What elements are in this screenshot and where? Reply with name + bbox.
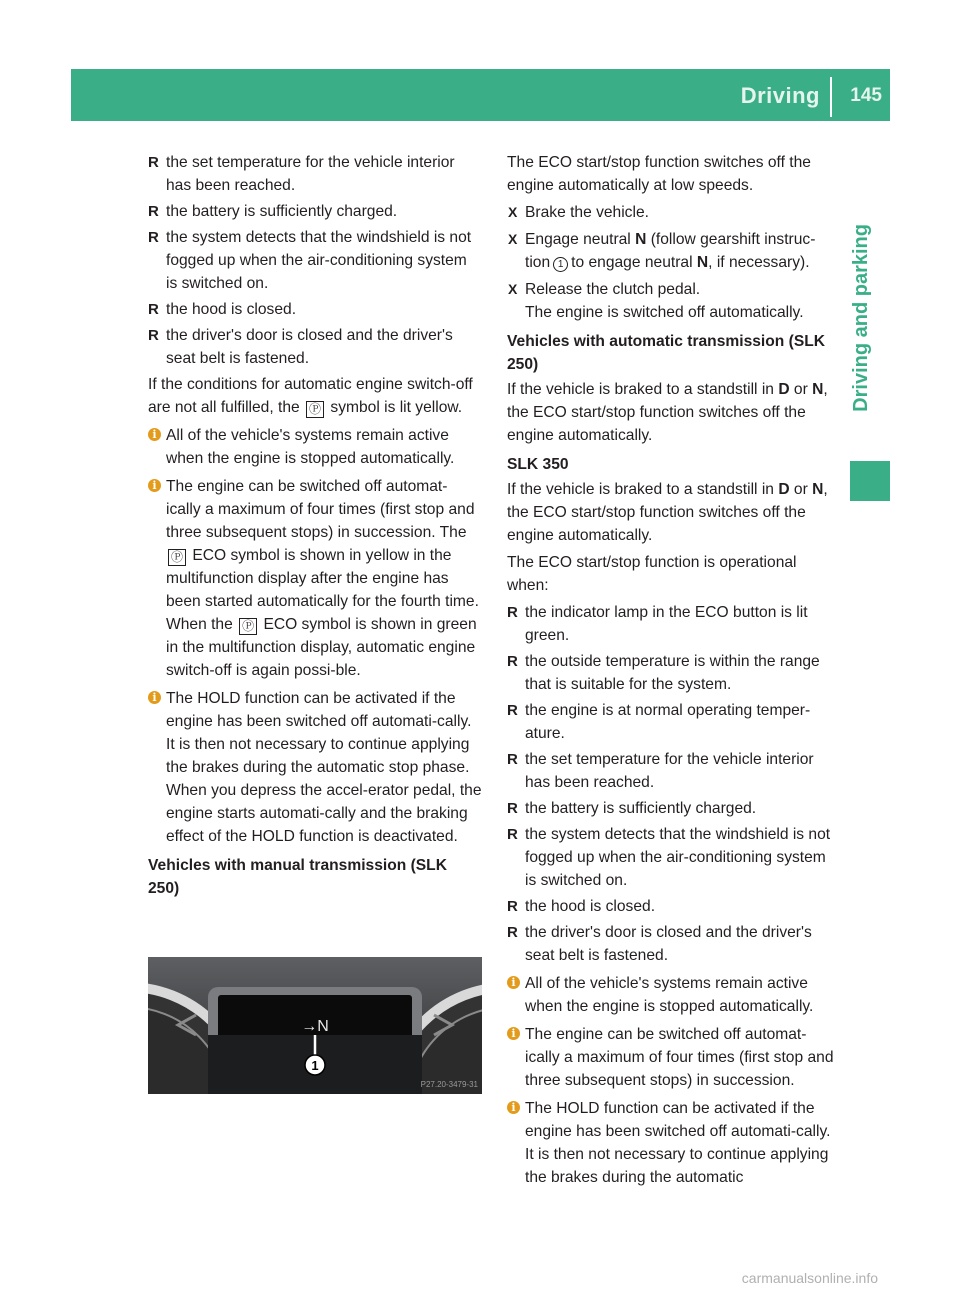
callout-number: 1 [311,1058,319,1073]
page-number: 145 [850,85,882,106]
bullet-icon: R [507,826,518,843]
list-item: R the driver's door is closed and the driver's seat belt is fastened. [148,324,482,370]
bullet-icon: R [507,702,518,719]
chapter-tab-marker [850,461,890,501]
eco-symbol-icon: Ⓟ [168,549,186,566]
bullet-icon: R [148,229,159,246]
automatic-paragraph: If the vehicle is braked to a standstill in D or N, the ECO start/stop function switches off the engine automatically. [507,381,828,444]
conditions-paragraph: If the conditions for automatic engine switch-off are not all fulfilled, the Ⓟ symbol is lit yellow. [148,376,473,416]
bullet-icon: R [507,751,518,768]
list-item: R the system detects that the windshield is not fogged up when the air-conditioning system is switched on. [148,226,482,295]
info-icon: i [148,479,161,492]
page-header [71,69,890,121]
operational-paragraph: The ECO start/stop function is operational when: [507,554,797,594]
info-note: i The HOLD function can be activated if the engine has been switched off automati-cally. It is then not necessary to continue applying the brakes during the automatic stop phase. When you depress the accel-erator pedal, the engine starts automati-cally and the braking effect of the HOLD function is deactivated. [148,687,482,848]
list-item: R the engine is at normal operating temper-ature. [507,699,835,745]
right-column [507,151,835,1193]
info-icon: i [507,976,520,989]
callout-1-icon: 1 [553,257,568,272]
list-item: R the indicator lamp in the ECO button is lit green. [507,601,835,647]
list-item: R the set temperature for the vehicle interior has been reached. [507,748,835,794]
list-item: R the battery is sufficiently charged. [507,797,835,820]
bullet-icon: R [148,154,159,171]
bullet-icon: R [507,898,518,915]
heading-manual-transmission: Vehicles with manual transmission (SLK 250) [148,857,447,897]
heading-automatic-transmission: Vehicles with automatic transmission (SLK 250) [507,333,826,373]
info-note: i All of the vehicle's systems remain active when the engine is stopped automatically. [507,972,835,1018]
info-icon: i [148,691,161,704]
section-title: Driving [740,83,820,108]
list-item: R the set temperature for the vehicle interior has been reached. [148,151,482,197]
slk350-paragraph: If the vehicle is braked to a standstill in D or N, the ECO start/stop function switches off the engine automatically. [507,481,828,544]
eco-symbol-icon: Ⓟ [306,401,324,418]
figure-code: P27.20-3479-31 [420,1080,478,1089]
step-arrow-icon: X [508,281,518,297]
step-arrow-icon: X [508,231,518,247]
info-icon: i [507,1101,520,1114]
info-note: i The engine can be switched off automat-ically a maximum of four times (first stop and three subsequent stops) in succession. [507,1023,835,1092]
list-item: R the outside temperature is within the range that is suitable for the system. [507,650,835,696]
info-note: i The engine can be switched off automat-ically a maximum of four times (first stop and three subsequent stops) in succession. The Ⓟ ECO symbol is shown in yellow in the multifunction display after the engine has been started automatically for the fourth time. When the Ⓟ ECO symbol is shown in green in the multifunction display, automatic engine switch-off is again possi-ble. [148,475,482,682]
header-divider [830,77,832,117]
info-icon: i [507,1027,520,1040]
info-icon: i [148,428,161,441]
bullet-icon: R [148,327,159,344]
list-item: R the battery is sufficiently charged. [148,200,482,223]
left-column [148,151,482,902]
eco-symbol-icon: Ⓟ [239,618,257,635]
gear-instruction-text: →N [301,1018,329,1035]
list-item: R the hood is closed. [148,298,482,321]
bullet-icon: R [507,800,518,817]
instrument-cluster-figure [148,957,482,1094]
step-item: X Release the clutch pedal. The engine is switched off automatically. [507,278,835,324]
bullet-icon: R [507,604,518,621]
list-item: R the driver's door is closed and the driver's seat belt is fastened. [507,921,835,967]
info-note: i All of the vehicle's systems remain active when the engine is stopped automatically. [148,424,482,470]
bullet-icon: R [148,203,159,220]
list-item: R the hood is closed. [507,895,835,918]
step-item: X Engage neutral N (follow gearshift instruc-tion 1 to engage neutral N, if necessary). [507,228,835,274]
bullet-icon: R [148,301,159,318]
bullet-icon: R [507,653,518,670]
heading-slk-350: SLK 350 [507,456,569,473]
step-arrow-icon: X [508,204,518,220]
list-item: R the system detects that the windshield is not fogged up when the air-conditioning system is switched on. [507,823,835,892]
step-item: X Brake the vehicle. [507,201,835,224]
intro-paragraph: The ECO start/stop function switches off the engine automatically at low speeds. [507,154,811,194]
bullet-icon: R [507,924,518,941]
instrument-cluster-illustration [148,957,482,1094]
info-note: i The HOLD function can be activated if the engine has been switched off automati-cally. It is then not necessary to continue applying the brakes during the automatic [507,1097,835,1189]
chapter-tab-label: Driving and parking [850,224,872,412]
